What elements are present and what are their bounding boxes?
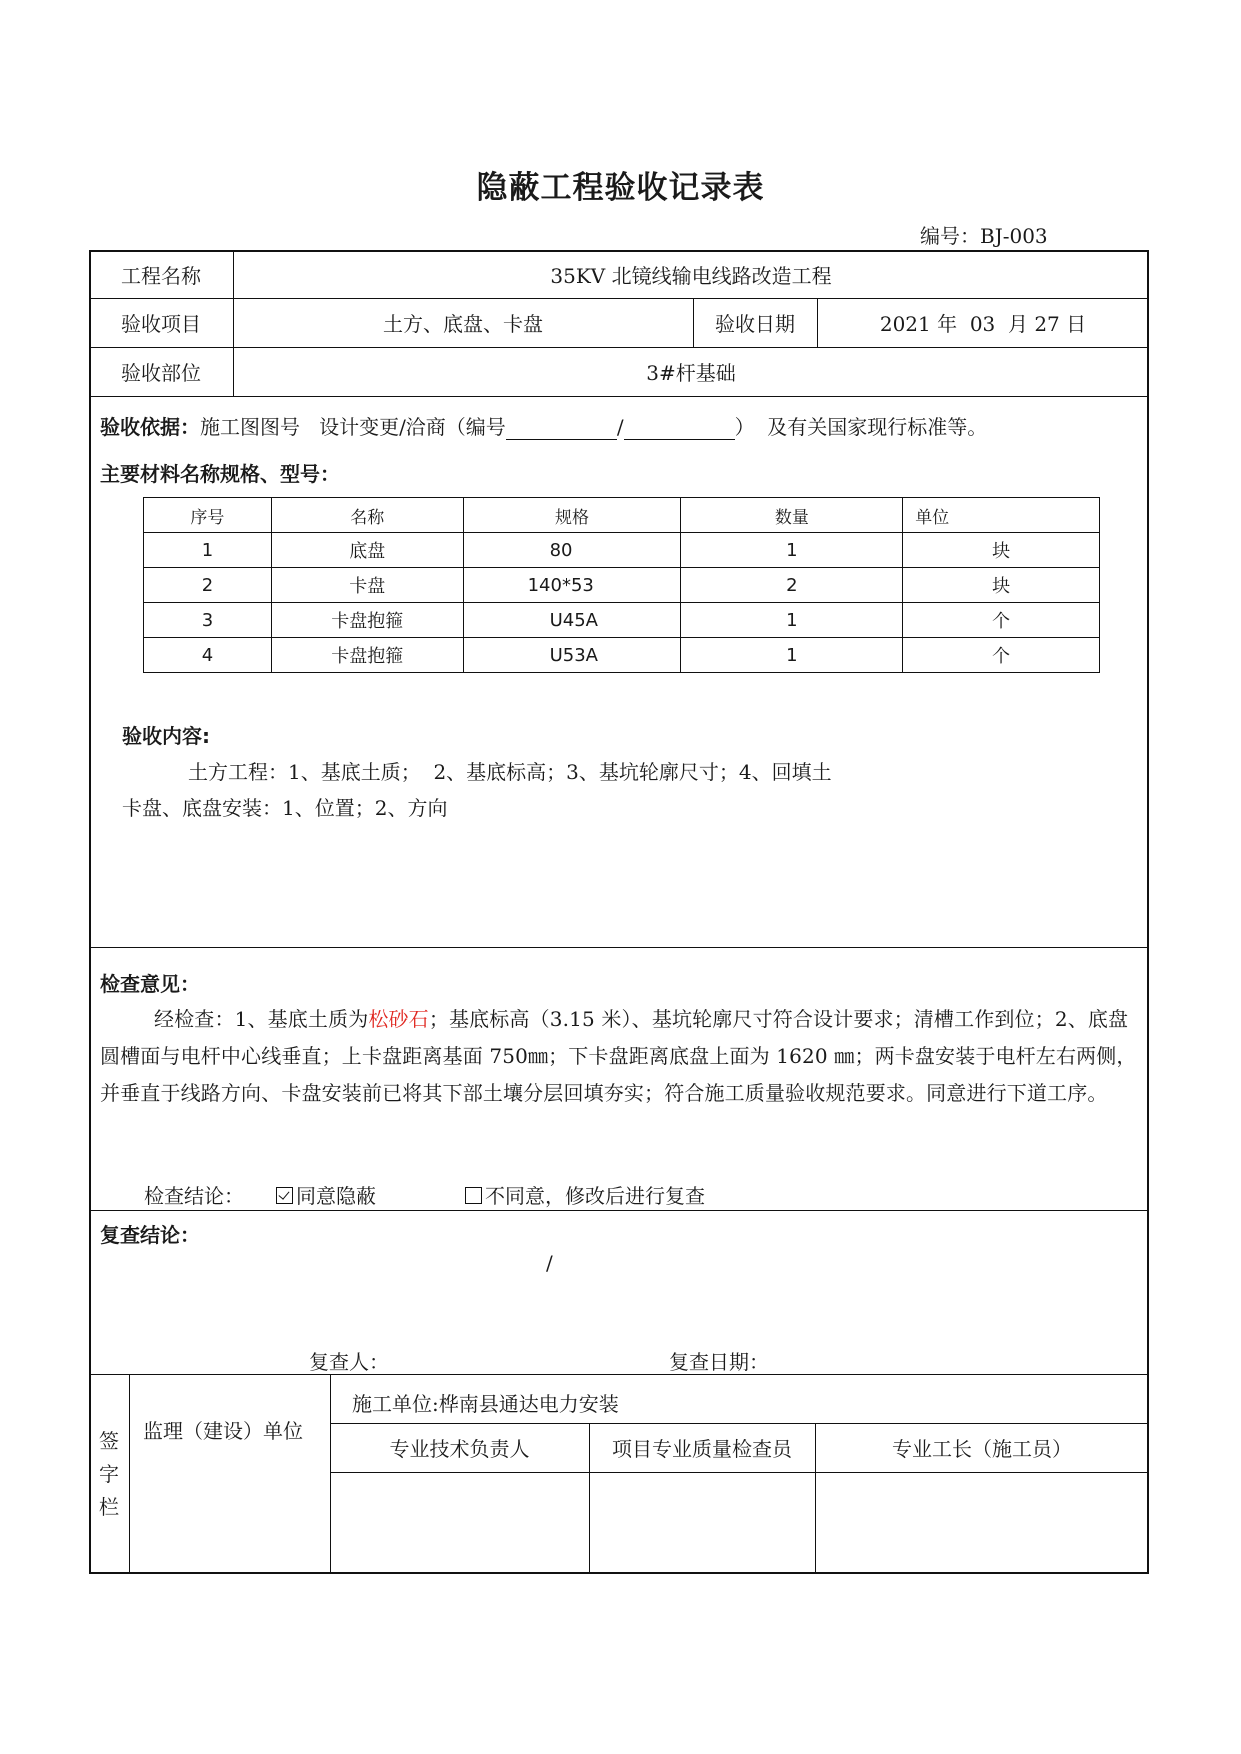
table-cell: 卡盘抱箍 (271, 603, 463, 638)
project-name-label: 工程名称 (121, 263, 201, 288)
table-row (144, 638, 1100, 673)
contractor-unit-label: 施工单位:桦南县通达电力安装 (352, 1392, 619, 1416)
basis-slash: / (616, 415, 624, 439)
table-cell: 1 (681, 603, 903, 638)
document-number: 编号：BJ-003 (920, 224, 1048, 248)
table-cell: 3 (144, 603, 272, 638)
table-cell: 块 (903, 533, 1100, 568)
review-label: 复查结论： (100, 1223, 200, 1247)
table-row (144, 603, 1100, 638)
content-line-installation: 卡盘、底盘安装：1、位置；2、方向 (122, 796, 448, 820)
review-value: / (546, 1251, 553, 1275)
materials-table (143, 497, 1100, 673)
supervisor-signature-field[interactable] (130, 1473, 329, 1572)
soil-type-highlight: 松砂石 (368, 1007, 429, 1031)
table-cell: 80 (463, 533, 681, 568)
tech-lead-signature-field[interactable] (331, 1473, 588, 1572)
column-header: 数量 (681, 498, 903, 533)
table-cell: 卡盘 (271, 568, 463, 603)
table-cell: 2 (681, 568, 903, 603)
table-cell: 140*53 (463, 568, 681, 603)
table-cell: 2 (144, 568, 272, 603)
table-cell: 个 (903, 638, 1100, 673)
tech-lead-label: 专业技术负责人 (389, 1437, 530, 1461)
disagree-option-label: 不同意，修改后进行复查 (485, 1184, 705, 1208)
acceptance-basis (100, 411, 987, 440)
table-cell: 卡盘抱箍 (271, 638, 463, 673)
record-form (89, 250, 1149, 1574)
basis-text-a: 施工图图号 设计变更/洽商（编号 (200, 415, 506, 439)
column-header: 序号 (144, 498, 272, 533)
agree-option[interactable] (276, 1180, 376, 1209)
table-cell: 1 (681, 533, 903, 568)
table-cell: U53A (463, 638, 681, 673)
table-cell: 4 (144, 638, 272, 673)
foreman-signature-field[interactable] (816, 1473, 1147, 1572)
table-cell: U45A (463, 603, 681, 638)
materials-header-row (144, 498, 1100, 533)
review-date-label: 复查日期： (669, 1350, 769, 1374)
quality-inspector-signature-field[interactable] (590, 1473, 814, 1572)
conclusion-label: 检查结论： (144, 1184, 244, 1208)
acceptance-part-value: 3#杆基础 (646, 361, 736, 385)
page-title: 隐蔽工程验收记录表 (476, 170, 765, 206)
signature-section-label: 签字栏 (99, 1428, 119, 1519)
inspection-opinion (100, 1001, 1142, 1112)
column-header: 单位 (903, 498, 1100, 533)
inspection-label: 检查意见： (100, 972, 200, 996)
supervisor-unit-label: 监理（建设）单位 (143, 1419, 303, 1443)
column-header: 规格 (463, 498, 681, 533)
agree-checkbox-icon[interactable] (276, 1187, 293, 1204)
content-label: 验收内容: (122, 724, 210, 748)
content-line-earthwork: 土方工程：1、基底土质； 2、基底标高；3、基坑轮廓尺寸；4、回填土 (188, 760, 832, 784)
inspection-text-part2: ；基底标高（3.15 米）、基坑轮廓尺寸符合设计要求；清槽工作到位；2、底盘圆槽面与电杆中心线垂直；上卡盘距离基面 750㎜；下卡盘距离底盘上面为 1620 ㎜；两卡盘安装于电杆左右两侧，并垂直于线路方向、卡盘安装前已将其下部土壤分层回填夯实；符合施工质量验收规范要求。同意进行下道工序。 (100, 1007, 1137, 1105)
acceptance-date-label: 验收日期 (715, 312, 795, 336)
table-row (144, 568, 1100, 603)
table-cell: 块 (903, 568, 1100, 603)
quality-inspector-label: 项目专业质量检查员 (612, 1437, 792, 1461)
basis-label: 验收依据： (100, 415, 200, 439)
agree-option-label: 同意隐蔽 (296, 1184, 376, 1208)
acceptance-item-label: 验收项目 (121, 312, 201, 336)
acceptance-item-value: 土方、底盘、卡盘 (383, 312, 543, 336)
disagree-checkbox-icon[interactable] (465, 1187, 482, 1204)
materials-label: 主要材料名称规格、型号： (100, 462, 340, 486)
disagree-option[interactable] (465, 1180, 705, 1209)
acceptance-date-value: 2021 年 03 月 27 日 (879, 312, 1087, 336)
project-name-value: 35KV 北镜线输电线路改造工程 (550, 263, 832, 288)
table-cell: 1 (681, 638, 903, 673)
foreman-label: 专业工长（施工员） (892, 1437, 1072, 1461)
table-cell: 个 (903, 603, 1100, 638)
table-cell: 1 (144, 533, 272, 568)
basis-text-b: ） 及有关国家现行标准等。 (734, 415, 988, 439)
table-cell: 底盘 (271, 533, 463, 568)
column-header: 名称 (271, 498, 463, 533)
table-row (144, 533, 1100, 568)
reviewer-label: 复查人： (309, 1350, 389, 1374)
inspection-text-part1: 经检查：1、基底土质为 (154, 1007, 369, 1031)
acceptance-part-label: 验收部位 (121, 361, 201, 385)
